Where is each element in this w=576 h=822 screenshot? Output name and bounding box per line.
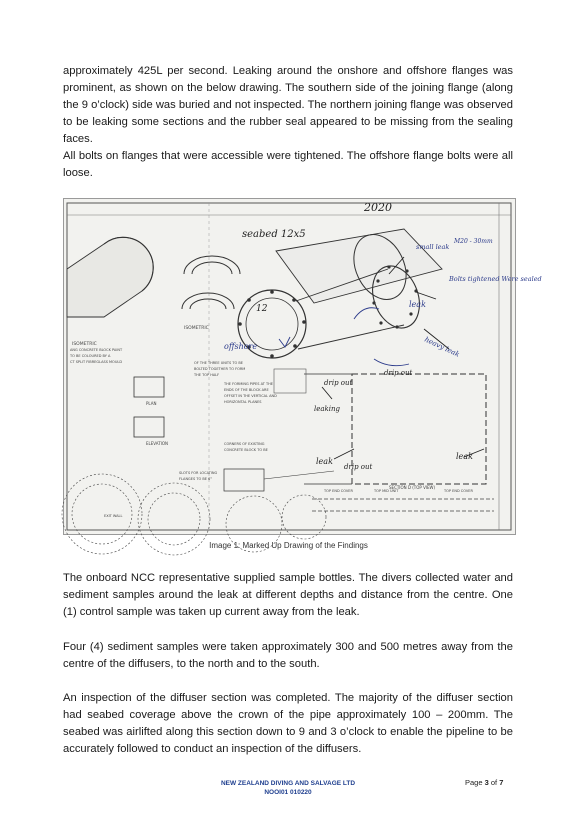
document-ref: NOOI01 010220 [264,789,312,796]
svg-text:OFFSET IN THE VERTICAL AND: OFFSET IN THE VERTICAL AND [224,394,277,398]
year-annotation: 2020 [364,201,392,214]
svg-text:drip out: drip out [384,369,413,377]
svg-text:THE FORMING PIPES AT THE: THE FORMING PIPES AT THE [224,382,273,386]
svg-text:THE TOP HALF: THE TOP HALF [194,373,220,377]
svg-text:TOP END COVER: TOP END COVER [444,489,473,493]
page-prefix: Page [465,778,483,787]
page-of: of [490,778,498,787]
paragraph-bolts: All bolts on flanges that were accessible were tightened. The offshore flange bolts were all loose. [63,150,513,179]
svg-text:TOP MID UNIT: TOP MID UNIT [374,489,399,493]
svg-text:BOLTED TOGETHER TO FORM: BOLTED TOGETHER TO FORM [194,367,246,371]
page-current: 3 [484,778,489,787]
isometric-label: ISOMETRIC [184,326,209,331]
marked-up-drawing [63,198,542,535]
bolts-annotation: Bolts tightened Were sealed [449,275,542,283]
paragraph-samples: The onboard NCC representative supplied sample bottles. The divers collected water and sediment samples around the leak at different depths and distance from the centre. One (1) control sample was taken up current away from the leak. [63,572,513,618]
page-total: 7 [499,778,504,787]
svg-text:CONCRETE BLOCK TO BE: CONCRETE BLOCK TO BE [224,448,268,452]
svg-text:PLAN: PLAN [146,401,157,406]
svg-text:CORNERS OF EXISTING: CORNERS OF EXISTING [224,442,265,446]
svg-text:OF THE THREE UNITS TO BE: OF THE THREE UNITS TO BE [194,361,244,365]
svg-text:drip out: drip out [344,463,373,471]
elevation-label: ELEVATION [146,441,168,446]
paragraph-flange-leaks: approximately 425L per second. Leaking around the onshore and offshore flanges was prominent, as shown on the below drawing. The southern side of the joining flange (along the 9 o’clock) side was buried and not inspected. The northern joining flange was observed to be leaking some sections and the rubber seal appeared to be missing from the sealing faces. [63,65,513,145]
leak-annotation: leak [409,300,426,309]
svg-text:EXIT WALL: EXIT WALL [104,514,123,518]
offshore-annotation: offshore [224,342,258,351]
svg-text:ISOMETRIC: ISOMETRIC [72,342,97,347]
svg-text:SLOTS FOR LOCATING: SLOTS FOR LOCATING [179,471,218,475]
figure-caption: Image 1: Marked Up Drawing of the Findings [209,541,368,550]
page-number [465,778,503,787]
svg-text:ENDS OF THE BLOCK ARE: ENDS OF THE BLOCK ARE [224,388,269,392]
svg-text:leak: leak [316,457,333,466]
svg-text:HORIZONTAL PLANES: HORIZONTAL PLANES [224,400,262,404]
svg-text:leaking: leaking [314,405,341,413]
svg-text:leak: leak [456,452,473,461]
svg-text:12: 12 [256,304,268,314]
svg-text:ANG CONCRETE BLOCK PAINT: ANG CONCRETE BLOCK PAINT [70,348,123,352]
svg-text:TOP END COVER: TOP END COVER [324,489,353,493]
section-label: SECTION D (TOP VIEW) [389,485,436,490]
small-leak-annotation: small leak [416,243,450,251]
bolt-size-annotation: M20 - 30mm [454,238,493,245]
svg-text:FLANGES TO BE 6°: FLANGES TO BE 6° [179,477,213,481]
company-name: NEW ZEALAND DIVING AND SALVAGE LTD [220,780,356,787]
seabed-annotation: seabed 12x5 [242,229,306,240]
drip-out-annotation: drip out [324,379,353,387]
svg-text:TO BE COLOURED BY A: TO BE COLOURED BY A [70,354,111,358]
heavy-leak-annotation: heavy leak [423,335,461,359]
paragraph-sediment: Four (4) sediment samples were taken approximately 300 and 500 metres away from the centre of the diffusers, to the north and to the south. [63,641,513,670]
paragraph-diffuser: An inspection of the diffuser section was completed. The majority of the diffuser section had seabed coverage above the crown of the pipe approximately 100 – 200mm. The seabed was airlifted along this section down to 9 and 3 o’clock to enable the pipeline to be accurately followed to conduct an inspection of the diffusers. [63,692,513,755]
svg-text:CT SPLIT FIBREGLASS MOULD: CT SPLIT FIBREGLASS MOULD [70,360,123,364]
